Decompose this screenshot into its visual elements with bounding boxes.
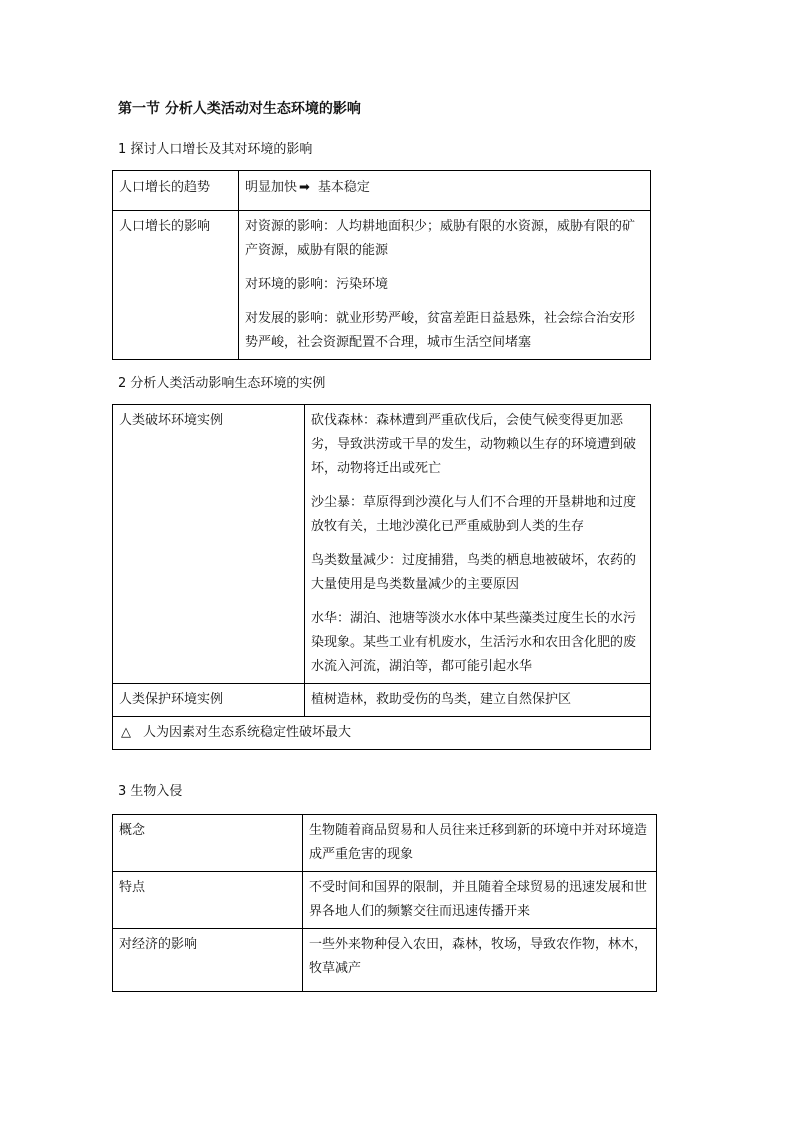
destroy-label: 人类破坏环境实例	[113, 405, 305, 684]
economy-label: 对经济的影响	[113, 929, 303, 992]
destroy-cell	[305, 405, 651, 684]
table-row	[113, 717, 651, 750]
impact-environment: 对环境的影响：污染环境	[245, 277, 389, 292]
page-title: 第一节 分析人类活动对生态环境的影响	[118, 101, 361, 117]
note-text: 人为因素对生态系统稳定性破坏最大	[143, 725, 352, 740]
table-row	[113, 815, 657, 872]
table-row	[113, 211, 651, 360]
concept-value: 生物随着商品贸易和人员往来迁移到新的环境中并对环境造成严重危害的现象	[303, 815, 657, 872]
section-1-heading: 1 探讨人口增长及其对环境的影响	[118, 142, 313, 157]
impact-cell	[239, 211, 651, 360]
economy-value: 一些外来物种侵入农田，森林，牧场，导致农作物，林木，牧草减产	[303, 929, 657, 992]
table-row	[113, 929, 657, 992]
feature-label: 特点	[113, 872, 303, 929]
table-row	[113, 171, 651, 211]
table-row	[113, 405, 651, 684]
table-row	[113, 872, 657, 929]
concept-label: 概念	[113, 815, 303, 872]
example-sandstorm: 沙尘暴：草原得到沙漠化与人们不合理的开垦耕地和过度放牧有关，土地沙漠化已严重威胁到人类的生存	[311, 495, 637, 534]
trend-label: 人口增长的趋势	[113, 171, 239, 211]
protect-value: 植树造林，救助受伤的鸟类，建立自然保护区	[305, 684, 651, 717]
population-table	[112, 170, 651, 360]
right-arrow-icon: ➡	[299, 180, 310, 195]
feature-value: 不受时间和国界的限制，并且随着全球贸易的迅速发展和世界各地人们的频繁交往而迅速传播开来	[303, 872, 657, 929]
impact-resource: 对资源的影响：人均耕地面积少；威胁有限的水资源，威胁有限的矿产资源，威胁有限的能源	[245, 219, 636, 258]
example-bird-decline: 鸟类数量减少：过度捕猎，鸟类的栖息地被破坏，农药的大量使用是鸟类数量减少的主要原因	[311, 553, 637, 592]
protect-label: 人类保护环境实例	[113, 684, 305, 717]
example-algal-bloom: 水华：湖泊、池塘等淡水水体中某些藻类过度生长的水污染现象。某些工业有机废水，生活污水和农田含化肥的废水流入河流，湖泊等，都可能引起水华	[311, 611, 637, 674]
trend-value	[239, 171, 651, 211]
warning-triangle-icon: △	[121, 725, 131, 740]
section-2-heading: 2 分析人类活动影响生态环境的实例	[118, 376, 326, 391]
table-row	[113, 684, 651, 717]
bio-invasion-table	[112, 814, 657, 992]
trend-to: 基本稳定	[317, 180, 370, 195]
example-deforestation: 砍伐森林：森林遭到严重砍伐后，会使气候变得更加恶劣，导致洪涝或干旱的发生，动物赖以生存的环境遭到破坏，动物将迁出或死亡	[311, 413, 637, 476]
impact-label: 人口增长的影响	[113, 211, 239, 360]
impact-development: 对发展的影响：就业形势严峻，贫富差距日益悬殊，社会综合治安形势严峻，社会资源配置不合理，城市生活空间堵塞	[245, 311, 636, 350]
section-3-heading: 3 生物入侵	[118, 784, 183, 799]
human-activity-table	[112, 404, 651, 750]
trend-from: 明显加快	[245, 180, 298, 195]
note-cell	[113, 717, 651, 750]
